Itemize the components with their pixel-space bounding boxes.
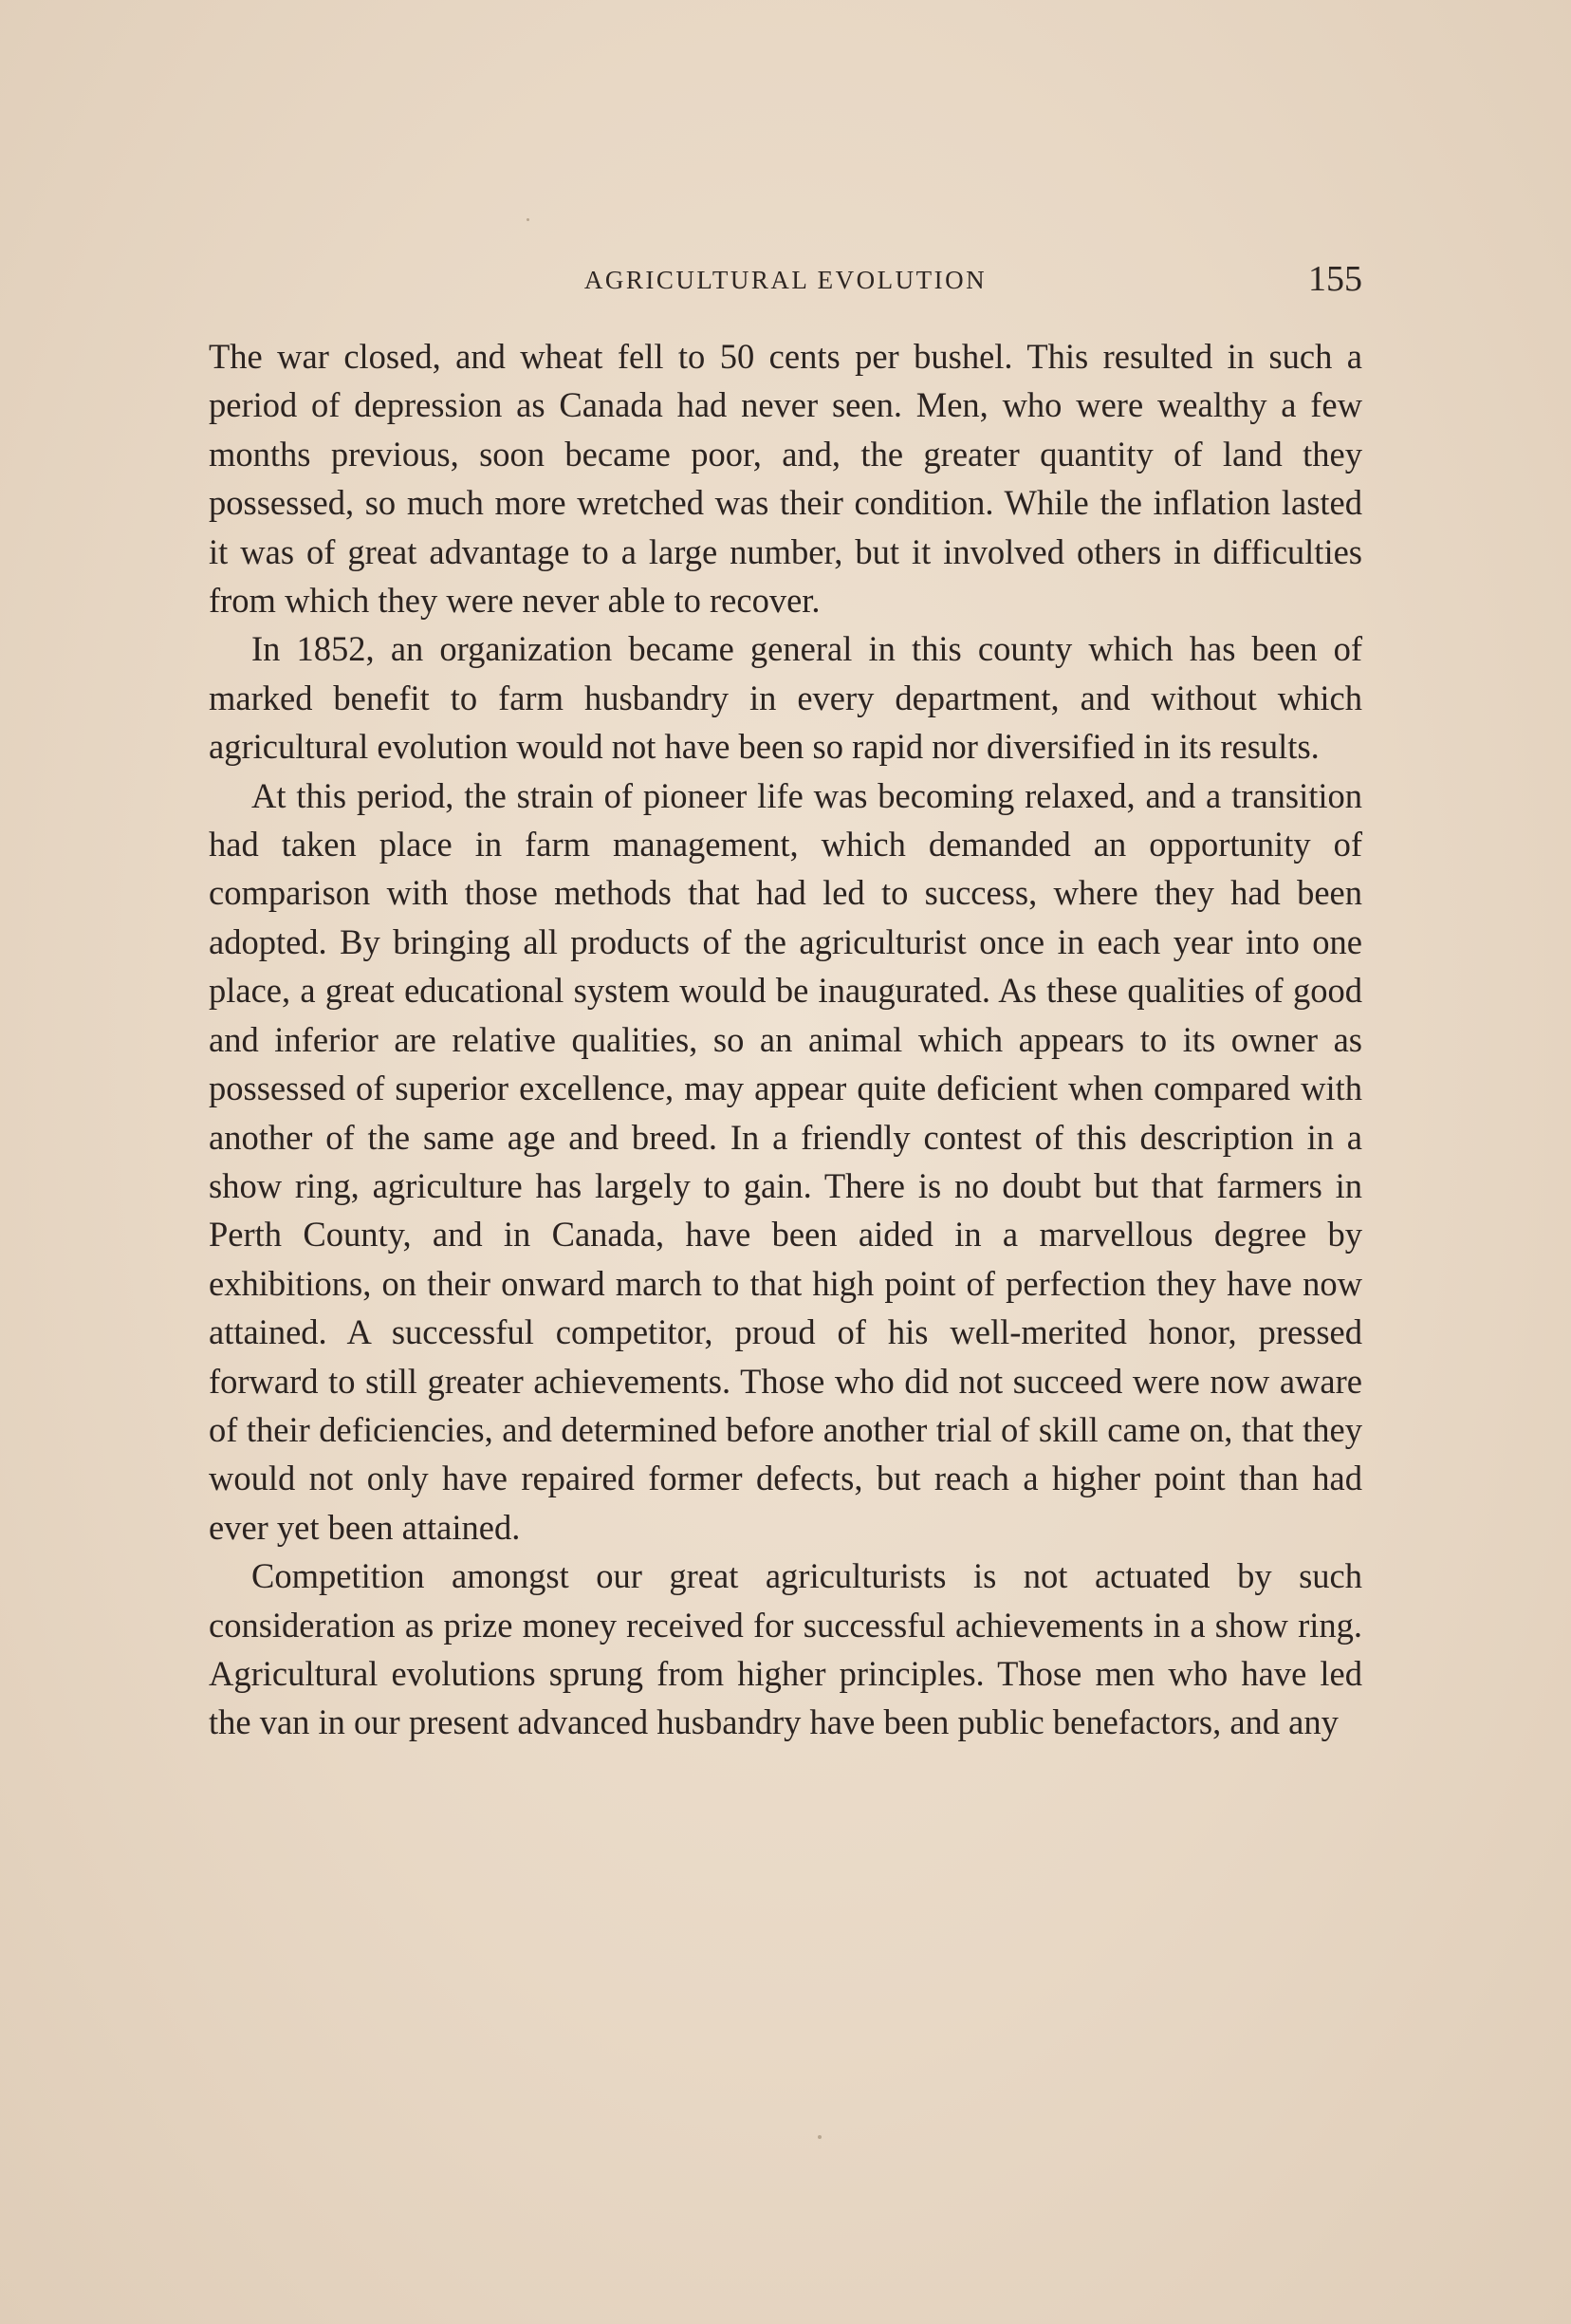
paragraph-2: In 1852, an organization became general in this county which has been of marked benefit to farm husbandry in every department, and without which agricultural evolution would not have been so rapid nor diversified in its results.: [209, 629, 1362, 767]
page-number: 155: [1308, 259, 1362, 299]
running-head: [209, 258, 1362, 306]
running-title: AGRICULTURAL EVOLUTION: [583, 266, 988, 294]
paragraph-3: At this period, the strain of pioneer life was becoming relaxed, and a transition had taken place in farm management, which demanded an opportunity of comparison with those methods that had led to success, where they had been adopted. By bringing all products of the agriculturist once in each year into one place, a great educational system would be inaugurated. As these qualities of good and inferior are relative qualities, so an animal which appears to its owner as possessed of superior excellence, may appear quite deficient when compared with another of the same age and breed. In a friendly contest of this description in a show ring, agriculture has largely to gain. There is no doubt but that farmers in Perth County, and in Canada, have been aided in a marvellous degree by exhibitions, on their onward march to that high point of perfection they have now attained. A successful competitor, proud of his well-merited honor, pressed forward to still greater achievements. Those who did not succeed were now aware of their deficiencies, and determined before another trial of skill came on, that they would not only have repaired former defects, but reach a higher point than had ever yet been attained.: [209, 775, 1362, 1547]
paper-speck: [527, 218, 529, 221]
body-text: [209, 332, 1362, 1747]
paragraph-4: Competition amongst our great agriculturists is not actuated by such consideration as prize money received for successful achievements in a show ring. Agricultural evolutions sprung from higher principles. Those men who have led the van in our present advanced husbandry have been public benefactors, and any: [209, 1556, 1362, 1742]
paper-speck: [818, 2135, 822, 2139]
paragraph-1: The war closed, and wheat fell to 50 cents per bushel. This resulted in such a period of depression as Canada had never seen. Men, who were wealthy a few months previous, soon became poor, and, the greater quantity of land they possessed, so much more wretched was their condition. While the inflation lasted it was of great advantage to a large number, but it involved others in difficulties from which they were never able to recover.: [209, 337, 1362, 621]
